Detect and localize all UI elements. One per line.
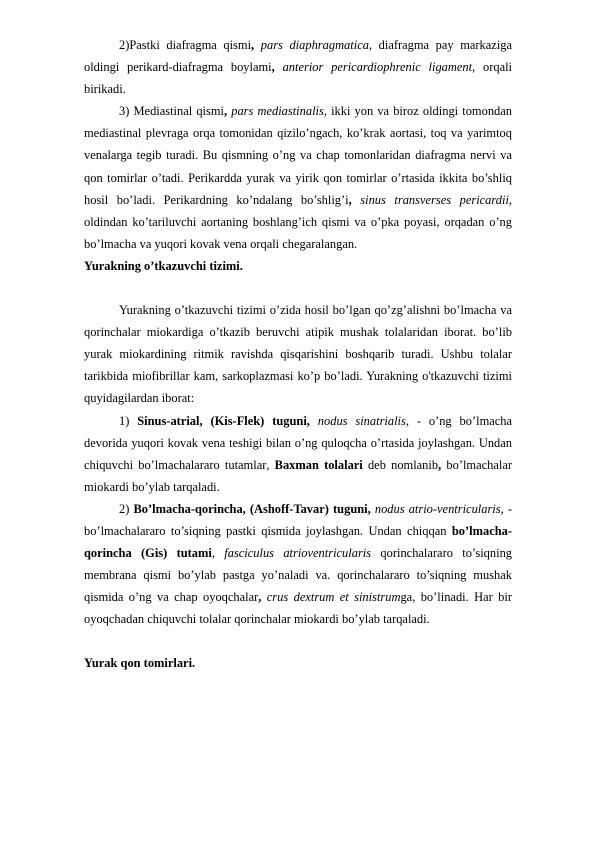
latin-term: sinus transverses pericardii, — [360, 192, 513, 207]
text-run: 3) Mediastinal qismi — [119, 104, 224, 119]
paragraph-diaphragmatic-part — [84, 34, 512, 100]
text-run — [254, 38, 261, 52]
paragraph-sinoatrial-node — [84, 410, 512, 498]
heading-text: Yurakning o’tkazuvchi tizimi — [84, 258, 240, 273]
latin-term: nodus sinatrialis, — [317, 413, 409, 428]
latin-term: anterior pericardiophrenic ligament, — [282, 60, 476, 75]
text-run: 2)Pastki diafragma qismi — [119, 38, 252, 52]
italic-run: , — [266, 457, 270, 472]
bold-run: , — [223, 104, 228, 119]
text-run: bo’lmachalar miokardi bo’ylab tarqaladi. — [84, 457, 512, 494]
text-run: 1) — [119, 413, 138, 428]
text-run: qorinchalararo to’siqning membrana qismi bo’ylab pastga yo’naladi va. qorinchalararo to’siqning mushak qismida o’ng va chap oyoqchalar — [84, 546, 513, 605]
bold-run: Bo’lmacha-qorincha, (Ashoff-Tavar) tuguni, — [133, 501, 371, 516]
latin-term: crus dextrum et sinistrum — [266, 590, 401, 605]
bold-run: , — [251, 38, 255, 52]
text-run: diafragma pay markaziga oldingi perikard-diafragma boylami — [84, 38, 513, 75]
section-heading-conduction-system — [84, 255, 512, 277]
text-run: oldindan ko’tariluvchi aortaning boshlang’ich qismi va o’pka poyasi, orqadan o’ng bo’lmacha va yuqori kovak vena orqali chegaralangan. — [84, 214, 512, 251]
bold-run: , — [258, 590, 262, 605]
section-heading-coronary-vessels: Yurak qon tomirlari. — [84, 656, 196, 671]
bold-run: Sinus-atrial, (Kis-Flek) tuguni, — [137, 413, 310, 428]
text-run — [310, 414, 318, 428]
text-run: bo’linadi. Har bir oyoqchadan chiquvchi tolalar qorinchalar miokardi bo’ylab tarqaladi. — [84, 590, 512, 627]
text-run — [215, 546, 224, 560]
text-run: ga, — [400, 590, 416, 605]
text-run: - o’ng bo’lmacha devorida yuqori kovak vena teshigi bilan o’ng quloqcha o’rtasida joylashgan. Undan chiquvchi bo’lmachalararo tutamlar — [84, 413, 513, 472]
text-run: 2) — [119, 501, 134, 516]
latin-term: nodus atrio-ventricularis, — [374, 501, 504, 516]
text-run — [275, 60, 283, 74]
document-page — [84, 34, 512, 675]
text-run: - bo’lmachalararo to’siqning pastki qismida joylashgan. Undan chiqqan — [84, 501, 512, 538]
bold-run: , — [348, 192, 352, 207]
heading-period: . — [239, 258, 243, 273]
latin-term: pars diaphragmatica, — [260, 38, 373, 52]
bold-run: , — [271, 60, 275, 75]
text-run: orqali birikadi. — [84, 60, 512, 97]
paragraph-mediastinal-part — [84, 100, 512, 255]
spacer — [84, 630, 512, 652]
latin-term: fasciculus atrioventricularis — [224, 546, 372, 561]
italic-run: , — [211, 546, 215, 561]
paragraph-conduction-intro: Yurakning o’tkazuvchi tizimi o’zida hosil bo’lgan qo’zg’alishni bo’lmacha va qorinchalar miokardiga o’tkazib beruvchi atipik mushak tolalaridan iborat. bo’lib yurak miokardining ritmik ravishda qisqarishini boshqarib turadi. Ushbu tolalar tarikbida miofibrillar kam, sarkoplazmasi ko’p bo’ladi. Yurakning o'tkazuvchi tizimi quyidagilardan iborat: — [84, 303, 512, 406]
text-run: deb nomlanib — [362, 457, 439, 472]
bold-run: , — [438, 457, 442, 472]
paragraph-atrioventricular-node — [84, 498, 512, 631]
text-run — [352, 193, 361, 207]
spacer — [84, 277, 512, 299]
text-run: ikki yon va biroz oldingi tomondan mediastinal plevraga orqa tomonidan qizilo’ngach, ko’krak aortasi, toq va yarimtoq venalarga tegib turadi. Bu qismning o’ng va chap tomonlaridan diafragma nervi va qon tomirlar o’tadi. Perikardda yurak va yirik qon tomirlar o’rtasida ikkita bo’shliq hosil bo’ladi. Perikardning ko’ndalang bo’shlig’i — [84, 104, 512, 207]
bold-run: Baxman tolalari — [274, 457, 363, 472]
latin-term: pars mediastinalis, — [231, 104, 327, 119]
bold-run: bo’lmacha-qorincha (Gis) tutami — [84, 523, 512, 561]
